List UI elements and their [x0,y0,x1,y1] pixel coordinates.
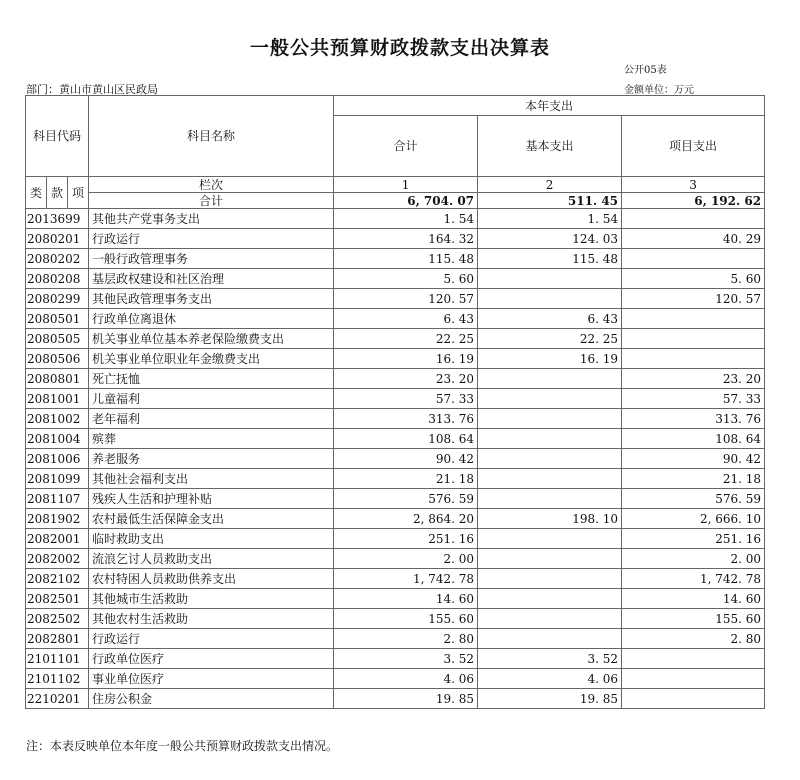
row-total: 108. 64 [334,429,478,449]
row-total: 22. 25 [334,329,478,349]
row-total: 120. 57 [334,289,478,309]
row-code: 2080506 [26,349,89,369]
table-row [26,649,765,669]
row-total: 3. 52 [334,649,478,669]
row-name: 一般行政管理事务 [89,249,334,269]
header-section-name: 科目名称 [89,96,334,177]
row-project: 21. 18 [622,469,765,489]
row-name: 其他城市生活救助 [89,589,334,609]
row-basic: 1. 54 [478,209,622,229]
row-basic [478,409,622,429]
header-kuan: 款 [47,177,68,209]
row-total: 576. 59 [334,489,478,509]
row-name: 死亡抚恤 [89,369,334,389]
table-row [26,529,765,549]
header-total: 合计 [334,116,478,177]
row-code: 2081006 [26,449,89,469]
total-row-basic: 511. 45 [478,193,622,209]
row-name: 残疾人生活和护理补贴 [89,489,334,509]
row-basic: 198. 10 [478,509,622,529]
row-basic [478,549,622,569]
header-lei: 类 [26,177,47,209]
row-name: 机关事业单位职业年金缴费支出 [89,349,334,369]
row-code: 2081107 [26,489,89,509]
row-project: 251. 16 [622,529,765,549]
row-total: 251. 16 [334,529,478,549]
row-project [622,649,765,669]
row-name: 养老服务 [89,449,334,469]
row-code: 2082501 [26,589,89,609]
table-row [26,549,765,569]
row-code: 2082002 [26,549,89,569]
row-name: 事业单位医疗 [89,669,334,689]
row-name: 农村特困人员救助供养支出 [89,569,334,589]
row-basic [478,589,622,609]
row-project [622,209,765,229]
table-row [26,209,765,229]
row-project [622,689,765,709]
row-name: 基层政权建设和社区治理 [89,269,334,289]
row-code: 2013699 [26,209,89,229]
row-basic [478,609,622,629]
row-code: 2081002 [26,409,89,429]
footnote: 注：本表反映单位本年度一般公共预算财政拨款支出情况。 [26,739,339,753]
total-row-total: 6, 704. 07 [334,193,478,209]
table-row [26,269,765,289]
row-project: 2. 80 [622,629,765,649]
row-basic [478,449,622,469]
row-basic [478,529,622,549]
page-title: 一般公共预算财政拨款支出决算表 [249,37,550,59]
row-code: 2101102 [26,669,89,689]
row-name: 其他民政管理事务支出 [89,289,334,309]
row-basic [478,629,622,649]
table-row [26,449,765,469]
table-row [26,249,765,269]
row-code: 2101101 [26,649,89,669]
row-name: 农村最低生活保障金支出 [89,509,334,529]
row-code: 2080801 [26,369,89,389]
row-project [622,309,765,329]
row-total: 90. 42 [334,449,478,469]
total-row-label: 合计 [89,193,334,209]
row-basic [478,289,622,309]
row-code: 2080202 [26,249,89,269]
row-code: 2080201 [26,229,89,249]
row-name: 儿童福利 [89,389,334,409]
row-basic: 19. 85 [478,689,622,709]
row-basic [478,489,622,509]
header-column-index: 栏次 [89,177,334,193]
header-col3: 3 [622,177,765,193]
row-project: 14. 60 [622,589,765,609]
row-total: 1, 742. 78 [334,569,478,589]
row-project [622,669,765,689]
table-row [26,489,765,509]
row-code: 2082102 [26,569,89,589]
row-project: 57. 33 [622,389,765,409]
row-total: 1. 54 [334,209,478,229]
header-project: 项目支出 [622,116,765,177]
row-project: 108. 64 [622,429,765,449]
table-row [26,409,765,429]
row-total: 23. 20 [334,369,478,389]
row-name: 行政单位医疗 [89,649,334,669]
table-row [26,329,765,349]
table-row [26,469,765,489]
row-project: 90. 42 [622,449,765,469]
row-total: 14. 60 [334,589,478,609]
header-basic: 基本支出 [478,116,622,177]
row-code: 2082502 [26,609,89,629]
row-name: 机关事业单位基本养老保险缴费支出 [89,329,334,349]
row-code: 2080505 [26,329,89,349]
table-row [26,309,765,329]
table-row [26,629,765,649]
row-name: 行政运行 [89,629,334,649]
table-row [26,609,765,629]
row-name: 行政运行 [89,229,334,249]
row-basic: 3. 52 [478,649,622,669]
table-row [26,669,765,689]
row-basic: 22. 25 [478,329,622,349]
row-total: 2, 864. 20 [334,509,478,529]
row-project: 576. 59 [622,489,765,509]
row-code: 2081099 [26,469,89,489]
row-code: 2081902 [26,509,89,529]
total-row-project: 6, 192. 62 [622,193,765,209]
row-total: 16. 19 [334,349,478,369]
table-row [26,589,765,609]
row-basic: 16. 19 [478,349,622,369]
row-name: 老年福利 [89,409,334,429]
row-project: 120. 57 [622,289,765,309]
row-project: 2, 666. 10 [622,509,765,529]
table-row [26,509,765,529]
table-row [26,349,765,369]
row-basic [478,569,622,589]
row-name: 殡葬 [89,429,334,449]
table-row [26,689,765,709]
header-section-code: 科目代码 [26,96,89,177]
row-total: 2. 80 [334,629,478,649]
row-project: 23. 20 [622,369,765,389]
row-basic [478,369,622,389]
row-code: 2210201 [26,689,89,709]
row-basic: 115. 48 [478,249,622,269]
header-col1: 1 [334,177,478,193]
row-total: 57. 33 [334,389,478,409]
row-basic [478,269,622,289]
row-project [622,249,765,269]
row-project: 155. 60 [622,609,765,629]
row-code: 2080299 [26,289,89,309]
row-total: 313. 76 [334,409,478,429]
row-code: 2082001 [26,529,89,549]
row-total: 164. 32 [334,229,478,249]
row-name: 其他社会福利支出 [89,469,334,489]
row-total: 19. 85 [334,689,478,709]
row-project: 5. 60 [622,269,765,289]
row-basic: 6. 43 [478,309,622,329]
row-project [622,349,765,369]
row-project [622,329,765,349]
row-basic [478,429,622,449]
row-name: 流浪乞讨人员救助支出 [89,549,334,569]
table-row [26,389,765,409]
row-project: 2. 00 [622,549,765,569]
row-name: 临时救助支出 [89,529,334,549]
row-code: 2081004 [26,429,89,449]
row-total: 115. 48 [334,249,478,269]
row-name: 住房公积金 [89,689,334,709]
row-project: 313. 76 [622,409,765,429]
row-code: 2080208 [26,269,89,289]
row-basic: 124. 03 [478,229,622,249]
row-code: 2082801 [26,629,89,649]
header-current-year: 本年支出 [334,96,765,116]
header-col2: 2 [478,177,622,193]
row-name: 其他农村生活救助 [89,609,334,629]
row-total: 4. 06 [334,669,478,689]
table-row [26,229,765,249]
row-basic [478,389,622,409]
row-name: 行政单位离退休 [89,309,334,329]
row-code: 2081001 [26,389,89,409]
row-total: 6. 43 [334,309,478,329]
row-project: 1, 742. 78 [622,569,765,589]
row-basic [478,469,622,489]
row-total: 5. 60 [334,269,478,289]
expenditure-table [25,95,765,709]
row-total: 21. 18 [334,469,478,489]
table-row [26,369,765,389]
row-name: 其他共产党事务支出 [89,209,334,229]
table-number: 公开05表 [624,65,667,76]
department-label: 部门：黄山市黄山区民政局 [26,83,158,96]
row-code: 2080501 [26,309,89,329]
row-basic: 4. 06 [478,669,622,689]
unit-label: 金额单位：万元 [624,85,694,96]
header-xiang: 项 [68,177,89,209]
row-total: 2. 00 [334,549,478,569]
row-project: 40. 29 [622,229,765,249]
row-total: 155. 60 [334,609,478,629]
table-row [26,429,765,449]
table-row [26,289,765,309]
table-row [26,569,765,589]
